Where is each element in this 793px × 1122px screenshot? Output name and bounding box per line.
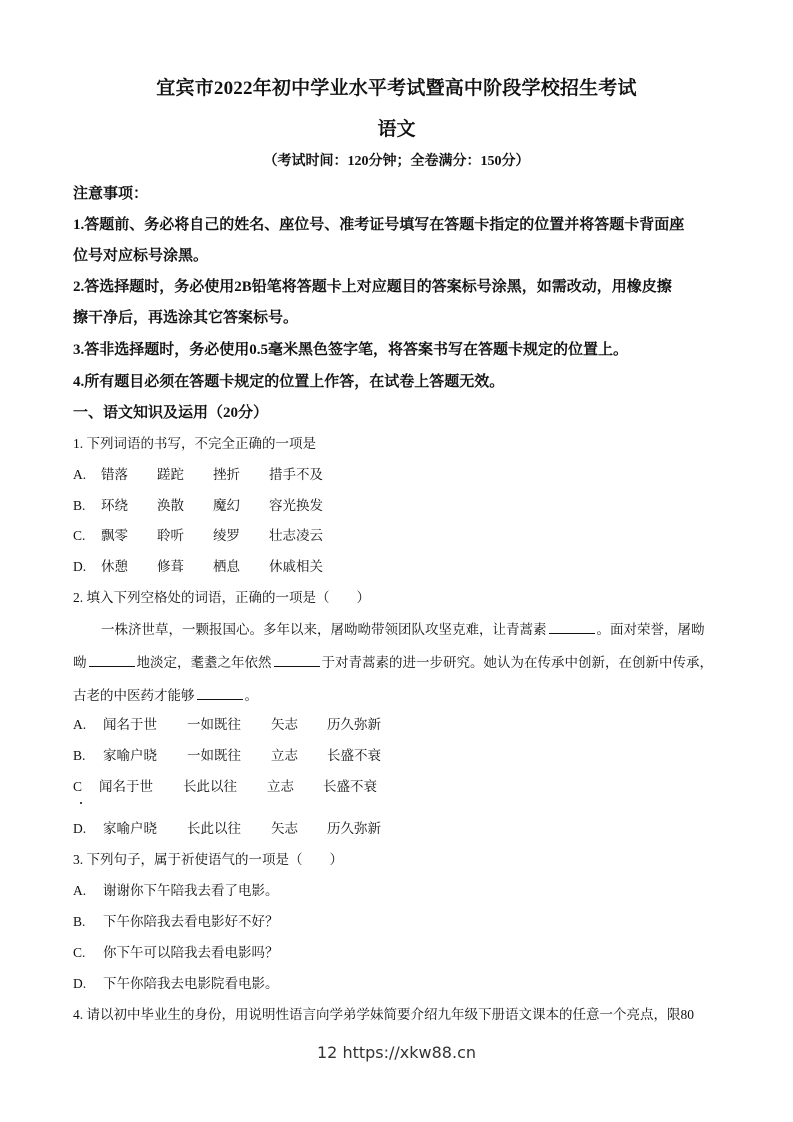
- option-word: 闻名于世: [99, 779, 153, 794]
- option-text: 下午你陪我去看电影好不好？: [103, 914, 279, 929]
- exam-meta: （考试时间：120分钟；全卷满分：150分）: [263, 154, 530, 169]
- notice-item-4: 4.所有题目必须在答题卡规定的位置上作答，在试卷上答题无效。: [73, 374, 505, 390]
- option-label: D.: [73, 559, 87, 574]
- option-word: 聆听: [157, 528, 184, 543]
- option-word: 涣散: [157, 498, 184, 513]
- option-word: 闻名于世: [103, 717, 157, 732]
- option-word: 长盛不衰: [327, 748, 381, 763]
- passage-text: 地淡定，耄耋之年依然: [136, 655, 272, 671]
- option-label: A.: [73, 717, 87, 732]
- option-label: B.: [73, 748, 86, 763]
- page-footer: 12 https://xkw88.cn: [317, 1043, 476, 1062]
- question-1-option-d: [73, 555, 323, 575]
- option-word: 历久弥新: [327, 717, 381, 732]
- notice-item-2-cont: 擦干净后，再选涂其它答案标号。: [73, 310, 299, 326]
- notice-item-3: 3.答非选择题时，务必使用0.5毫米黑色签字笔，将答案书写在答题卡规定的位置上。: [73, 342, 629, 358]
- option-label: C: [73, 779, 83, 794]
- fill-blank-3: [274, 654, 320, 667]
- option-word: 措手不及: [269, 467, 323, 482]
- option-label: B.: [73, 498, 86, 513]
- option-word: 蹉跎: [157, 467, 184, 482]
- question-1-option-a: [73, 463, 323, 483]
- option-label: C.: [73, 945, 86, 960]
- question-2-stem: 2. 填入下列空格处的词语，正确的一项是（ ）: [73, 590, 370, 605]
- option-word: 栖息: [213, 559, 240, 574]
- option-word: 长盛不衰: [323, 779, 377, 794]
- passage-line-3: [73, 684, 258, 704]
- option-word: 容光换发: [269, 498, 323, 513]
- question-3-stem: 3. 下列句子，属于祈使语气的一项是（ ）: [73, 852, 343, 867]
- option-word: 飘零: [101, 528, 128, 543]
- option-label: B.: [73, 914, 86, 929]
- passage-text: 。: [244, 688, 258, 704]
- notice-item-1: 1.答题前、务必将自己的姓名、座位号、准考证号填写在答题卡指定的位置并将答题卡背面座: [73, 217, 685, 233]
- passage-text: 一株济世草，一颗报国心。多年以来，屠呦呦带领团队攻坚克难，让青蒿素: [101, 622, 547, 638]
- option-word: 矢志: [271, 717, 298, 732]
- passage-text: 。面对荣誉，屠呦: [596, 622, 705, 638]
- notice-item-2: 2.答选择题时，务必使用2B铅笔将答题卡上对应题目的答案标号涂黑，如需改动，用橡皮擦: [73, 279, 672, 295]
- option-text: 谢谢你下午陪我去看了电影。: [103, 883, 279, 898]
- option-label: D.: [73, 821, 87, 836]
- option-text: 下午你陪我去电影院看电影。: [103, 976, 279, 991]
- exam-title: 宜宾市2022年初中学业水平考试暨高中阶段学校招生考试: [156, 78, 637, 99]
- option-word: 矢志: [271, 821, 298, 836]
- question-4-stem: 4. 请以初中毕业生的身份，用说明性语言向学弟学妹简要介绍九年级下册语文课本的任意一个亮点，限80: [73, 1007, 694, 1022]
- question-1-option-b: [73, 494, 323, 514]
- option-word: 错落: [101, 467, 128, 482]
- question-3-option-c: [73, 941, 279, 961]
- option-word: 一如既往: [187, 748, 241, 763]
- question-2-option-c: [73, 775, 377, 795]
- option-text: 你下午可以陪我去看电影吗？: [103, 945, 279, 960]
- option-word: 立志: [271, 748, 298, 763]
- fill-blank-1: [549, 621, 595, 634]
- option-word: 环绕: [101, 498, 128, 513]
- question-3-option-a: [73, 879, 279, 899]
- option-word: 壮志凌云: [269, 528, 323, 543]
- question-3-option-b: [73, 910, 279, 930]
- question-1-stem: 1. 下列词语的书写，不完全正确的一项是: [73, 436, 316, 451]
- option-word: 休戚相关: [269, 559, 323, 574]
- notice-item-1-cont: 位号对应标号涂黑。: [73, 248, 209, 264]
- option-word: 长此以往: [183, 779, 237, 794]
- question-2-option-b: [73, 744, 381, 764]
- option-word: 历久弥新: [327, 821, 381, 836]
- passage-line-2: [73, 651, 713, 671]
- option-word: 休憩: [101, 559, 128, 574]
- section-heading: 一、语文知识及运用（20分）: [73, 405, 269, 421]
- option-word: 家喻户晓: [103, 821, 157, 836]
- subject-title: 语文: [377, 119, 416, 140]
- question-1-option-c: [73, 524, 323, 544]
- option-word: 绫罗: [213, 528, 240, 543]
- option-word: 家喻户晓: [103, 748, 157, 763]
- option-word: 长此以往: [187, 821, 241, 836]
- question-2-option-a: [73, 713, 381, 733]
- question-3-option-d: [73, 972, 279, 992]
- option-word: 一如既往: [187, 717, 241, 732]
- option-word: 修葺: [157, 559, 184, 574]
- option-label: D.: [73, 976, 87, 991]
- notice-heading: 注意事项：: [73, 186, 149, 202]
- option-word: 魔幻: [213, 498, 240, 513]
- passage-line-1: [101, 618, 705, 638]
- fill-blank-2: [89, 654, 135, 667]
- option-label: C.: [73, 528, 86, 543]
- passage-text: 古老的中医药才能够: [73, 688, 195, 704]
- fill-blank-4: [197, 687, 243, 700]
- passage-text: 呦: [73, 655, 87, 671]
- question-2-option-d: [73, 817, 381, 837]
- option-label: A.: [73, 883, 87, 898]
- stray-dot: [80, 802, 82, 804]
- option-word: 立志: [267, 779, 294, 794]
- option-word: 挫折: [213, 467, 240, 482]
- option-label: A.: [73, 467, 87, 482]
- passage-text: 于对青蒿素的进一步研究。她认为在传承中创新，在创新中传承，: [321, 655, 713, 671]
